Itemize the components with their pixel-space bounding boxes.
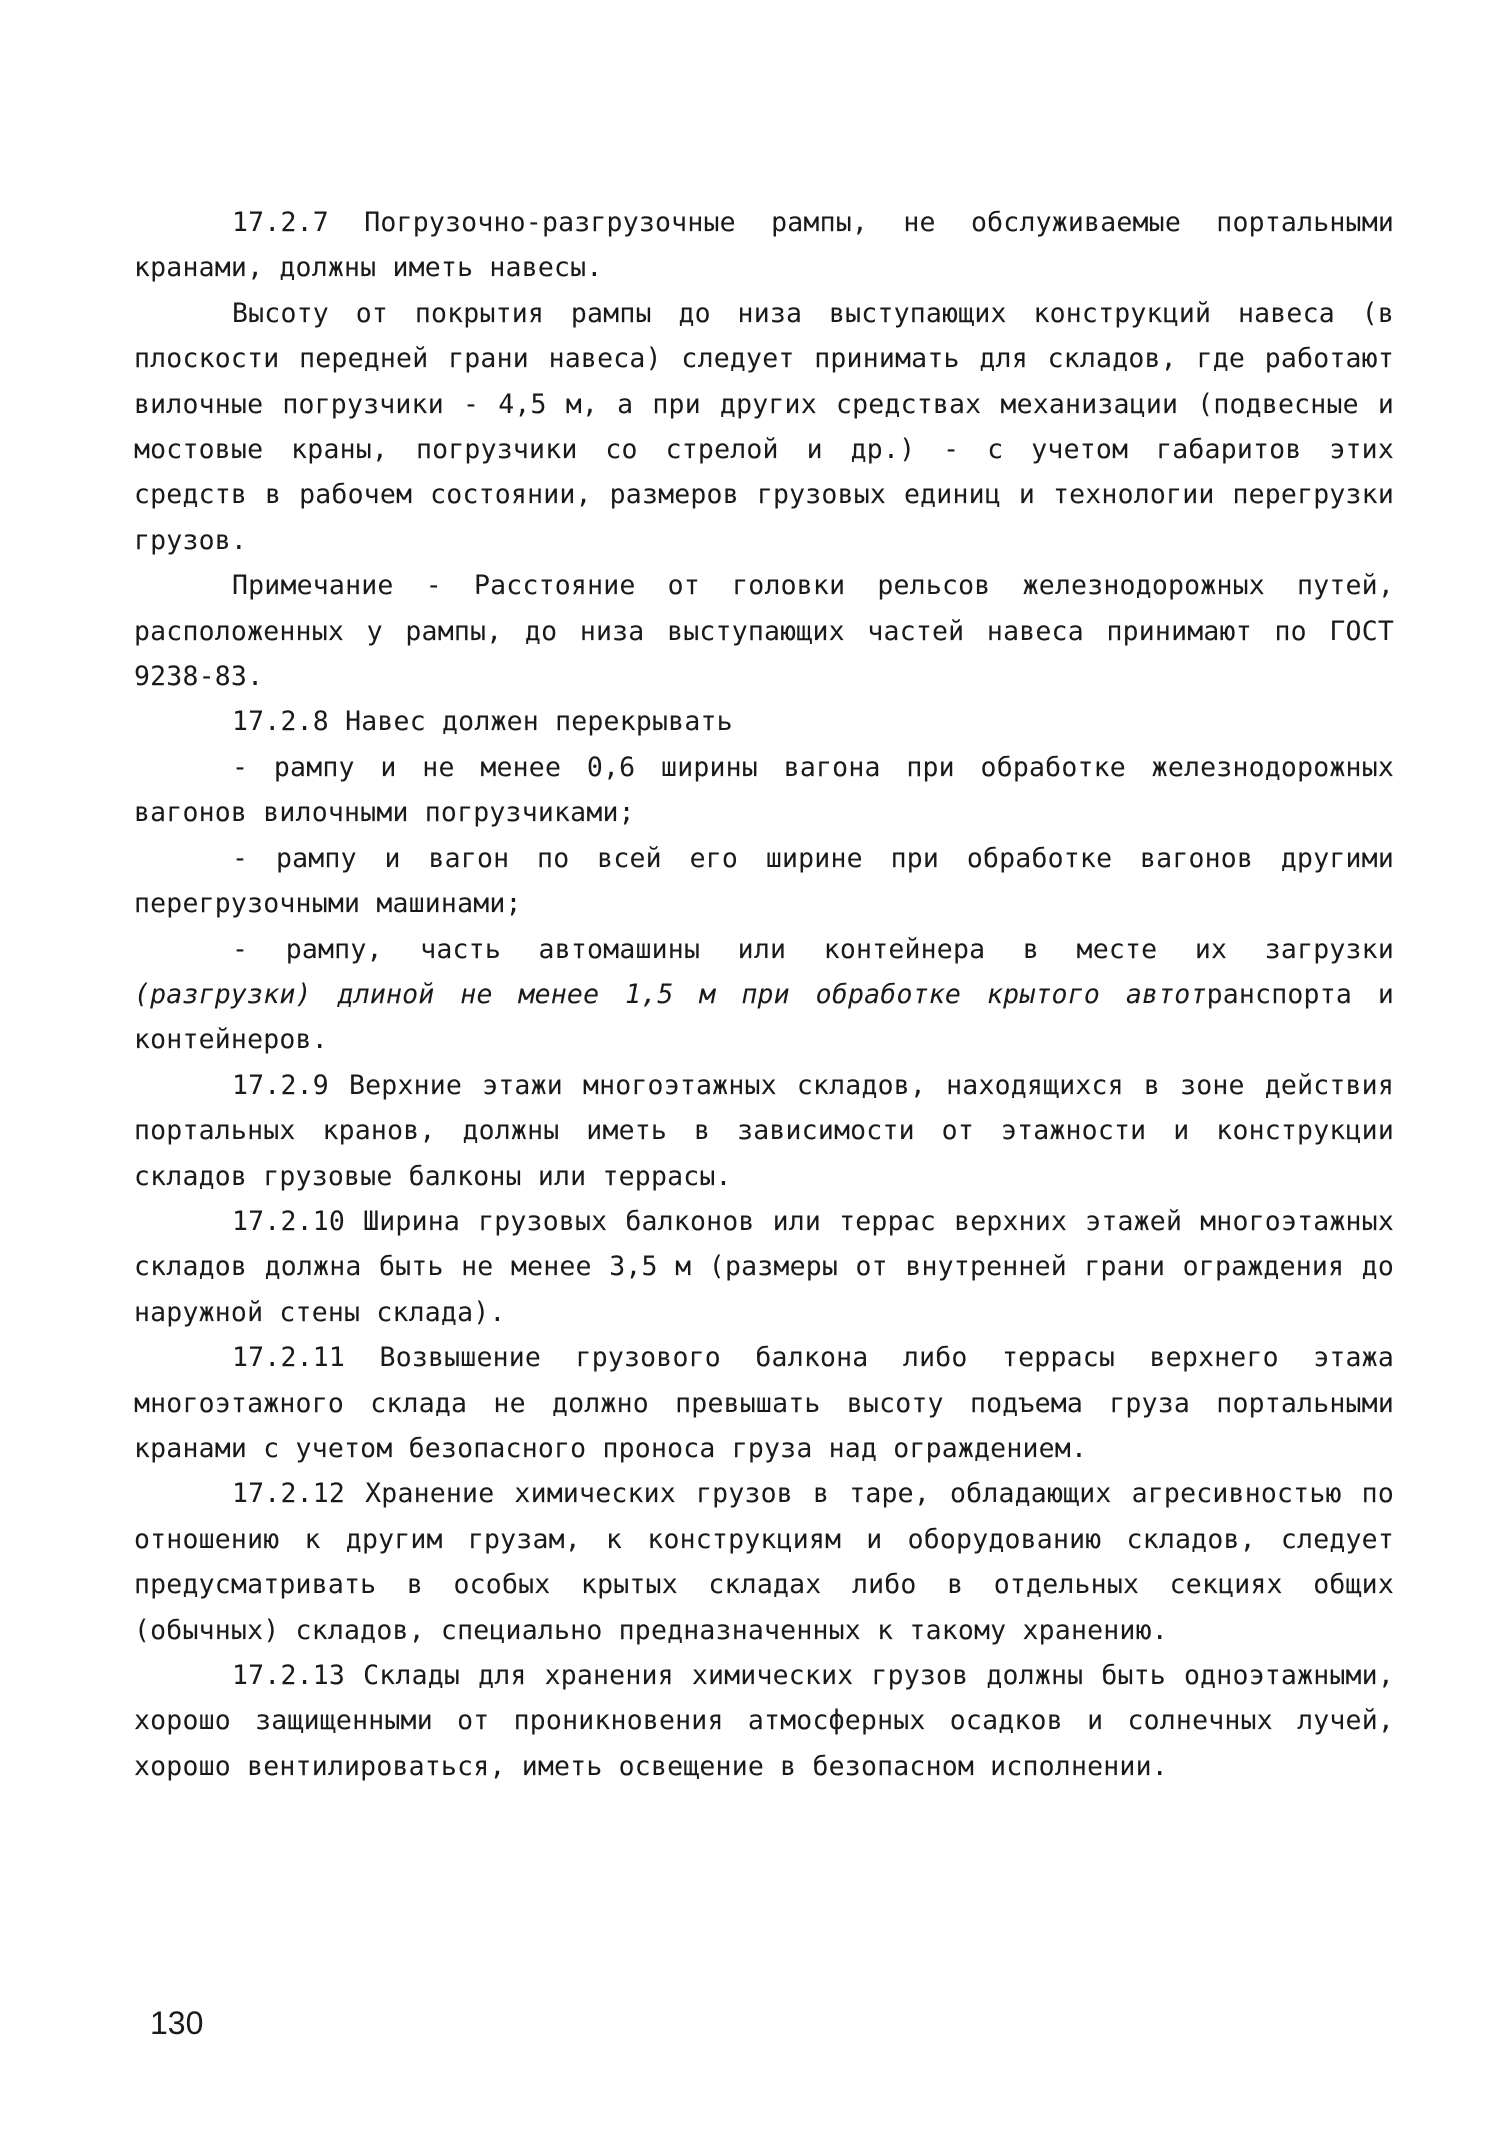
paragraph-text: Высоту от покрытия рампы до низа выступающих конструкций навеса (в плоскости передней грани навеса) следует принимать для складов, где работают вилочные погрузчики - 4,5 м, а при других средствах механизации (подвесные и мостовые краны, погрузчики со стрелой и др.) - с учетом габаритов этих средств в рабочем состоянии, размеров грузовых единиц и технологии перегрузки грузов. [134, 297, 1394, 556]
list-item-wagons-other-machines [134, 836, 1394, 927]
paragraph-text: - рампу и не менее 0,6 ширины вагона при обработке железнодорожных вагонов вилочными погрузчиками; [134, 751, 1394, 829]
paragraph-text: 17.2.10 Ширина грузовых балконов или террас верхних этажей многоэтажных складов должна быть не менее 3,5 м (размеры от внутренней грани ограждения до наружной стены склада). [134, 1205, 1394, 1328]
paragraph-17-2-12 [134, 1471, 1394, 1653]
list-item-trucks-containers [134, 927, 1394, 1063]
paragraph-17-2-13 [134, 1653, 1394, 1789]
paragraph-text-italic: (разгрузки) длиной не менее 1,5 м при обработке крытого автот [134, 978, 1207, 1010]
document-page [134, 200, 1394, 1789]
paragraph-17-2-9 [134, 1063, 1394, 1199]
paragraph-text: 17.2.8 Навес должен перекрывать [232, 706, 733, 738]
paragraph-text: 17.2.11 Возвышение грузового балкона либо террасы верхнего этажа многоэтажного склада не должно превышать высоту подъема груза портальными кранами с учетом безопасного проноса груза над ограждением. [134, 1342, 1394, 1464]
paragraph-17-2-7 [134, 200, 1394, 291]
paragraph-text: - рампу, часть автомашины или контейнера в месте их загрузки [232, 933, 1394, 965]
paragraph-text: 17.2.7 Погрузочно-разгрузочные рампы, не обслуживаемые портальными кранами, должны иметь навесы. [134, 207, 1394, 284]
paragraph-note [134, 563, 1394, 699]
paragraph-17-2-8 [134, 699, 1394, 744]
paragraph-17-2-10 [134, 1199, 1394, 1335]
paragraph-text: 17.2.13 Склады для хранения химических грузов должны быть одноэтажными, хорошо защищенными от проникновения атмосферных осадков и солнечных лучей, хорошо вентилироваться, иметь освещение в безопасном исполнении. [134, 1660, 1394, 1782]
paragraph-text: 17.2.12 Хранение химических грузов в таре, обладающих агресивностью по отношению к другим грузам, к конструкциям и оборудованию складов, следует предусматривать в особых крытых складах либо в отдельных секциях общих (обычных) складов, специально предназначенных к такому хранению. [134, 1478, 1394, 1646]
page-number: 130 [150, 2005, 204, 2041]
paragraph-text: Примечание - Расстояние от головки рельсов железнодорожных путей, расположенных у рампы, до низа выступающих частей навеса принимают по ГОСТ 9238-83. [134, 570, 1394, 693]
paragraph-text: - рампу и вагон по всей его ширине при обработке вагонов другими перегрузочными машинами; [134, 842, 1394, 920]
list-item-wagons-forklifts [134, 745, 1394, 836]
paragraph-ramp-height [134, 291, 1394, 563]
paragraph-text: 17.2.9 Верхние этажи многоэтажных складов, находящихся в зоне действия портальных кранов, должны иметь в зависимости от этажности и конструкции складов грузовые балконы или террасы. [134, 1069, 1394, 1192]
paragraph-text: ранспорта и контейнеров. [134, 978, 1394, 1056]
paragraph-17-2-11 [134, 1335, 1394, 1471]
